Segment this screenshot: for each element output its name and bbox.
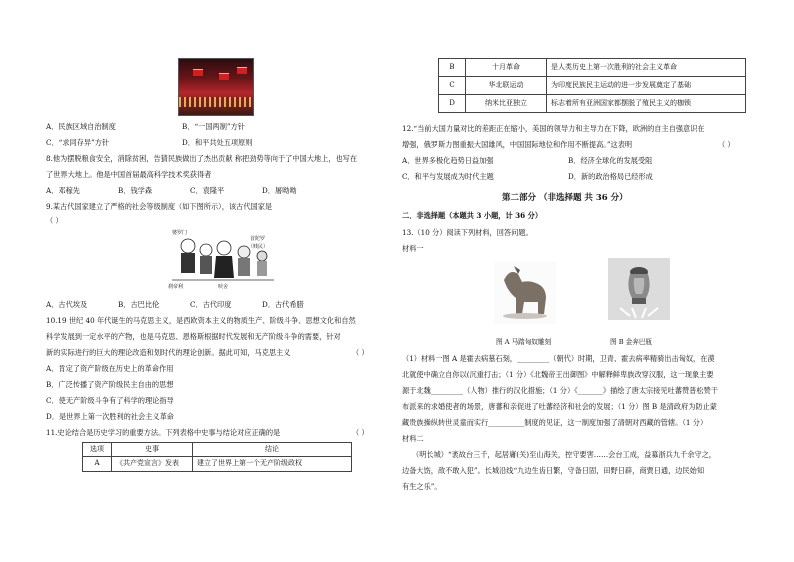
table-cell-conclusion: 是人类历史上第一次胜利的社会主义革命 bbox=[547, 59, 746, 77]
table-header-row bbox=[83, 443, 352, 457]
part2-title: 第二部分 （非选择题 共 36 分） bbox=[502, 193, 628, 203]
q8-option-a: A．邓稼先 bbox=[46, 186, 80, 195]
table-cell-event: 华北联运动 bbox=[466, 77, 547, 95]
q13-stem: 13.（10 分）阅读下列材料，回答问题。 bbox=[402, 228, 533, 237]
table-cell-conclusion: 标志着所有亚洲国家都摆脱了殖民主义的枷锁 bbox=[547, 95, 746, 113]
q7-option-a: A．民族区域自治制度 bbox=[46, 122, 116, 131]
q12-option-d: D．新的政治格局已经形成 bbox=[568, 172, 653, 181]
q12-option-c: C．和平与发展成为时代主题 bbox=[402, 172, 494, 181]
table-row bbox=[439, 59, 746, 77]
caste-label-vaishya: 吠舍 bbox=[218, 284, 229, 290]
caste-hierarchy-cartoon bbox=[166, 226, 278, 290]
q13-para1-line1: （1）材料一图 A 是霍去病墓石刻，_________（朝代）时期，卫青、霍去病率精骑出击匈奴，在漠 bbox=[402, 354, 715, 363]
table-cell-conclusion: 建立了世界上第一个无产阶级政权 bbox=[193, 457, 352, 471]
q13-para1-line3: 源于北魏_________（人物）推行的汉化措施；（1 分）《_______》描绘了唐太宗接见吐蕃赞普松赞干 bbox=[402, 386, 718, 395]
caste-label-shudra: 首陀罗 bbox=[250, 236, 266, 242]
caption-figure-b: 图 B 金奔巴瓶 bbox=[610, 338, 653, 346]
caption-figure-a: 图 A 马踏匈奴雕刻 bbox=[496, 338, 552, 346]
photo-national-day-celebration bbox=[178, 58, 254, 116]
q10-stem-line1: 10.19 世纪 40 年代诞生的马克思主义，是西欧资本主义的物质生产、阶级斗争、思想文化和自然 bbox=[46, 316, 356, 325]
q10-option-a: A．肯定了资产阶级在历史上的革命作用 bbox=[46, 364, 174, 373]
q7-option-b: B．“一国两制”方针 bbox=[182, 122, 245, 131]
table-cell-event: 纳米比亚独立 bbox=[466, 95, 547, 113]
q11-table-part2 bbox=[438, 58, 746, 113]
q13-para1-line5: 藏贵族操纵转世灵童而实行__________制度的见证，这一制度加强了清朝对西藏的管辖。（1 分） bbox=[402, 418, 708, 427]
material2-label: 材料二 bbox=[402, 434, 424, 443]
q13-para1-line4: 布派来的求婚使者的场景，唐蕃和亲促进了吐蕃经济和社会的发展；（1 分）图 B 是清政府为防止蒙 bbox=[402, 402, 717, 411]
q13-para1-line2: 北就使中确立自你以(沉重打击；（1 分）《北魏帝王出御图》中解释鲜卑族改穿汉服，这一现象主要 bbox=[402, 370, 714, 379]
q9-option-a: A．古代埃及 bbox=[46, 300, 88, 309]
caste-label-kshatriya: 刹帝利 bbox=[168, 284, 184, 290]
caste-label-brahmin: 婆罗门 bbox=[172, 230, 188, 236]
q12-answer-blank: （ ） bbox=[718, 140, 735, 149]
q9-option-b: B．古巴比伦 bbox=[118, 300, 160, 309]
q10-stem-line3: 新的实际进行的巨大的理论改造和划时代的理论创新。据此可知，马克思主义 bbox=[46, 348, 291, 357]
q8-option-b: B．钱学森 bbox=[118, 186, 153, 195]
q13-para2-line2: 边备大饬，敌不敢入犯”。长城沿线“九边生齿日繁，守备日固，田野日辟，商贾日通，边民始知 bbox=[402, 466, 705, 475]
q7-option-c: C．“求同存异”方针 bbox=[46, 138, 110, 147]
table-header-conclusion: 结论 bbox=[193, 443, 352, 457]
q10-option-b: B．广泛传播了资产阶级民主自由的思想 bbox=[46, 380, 174, 389]
table-header-event: 史事 bbox=[112, 443, 193, 457]
q9-option-d: D．古代希腊 bbox=[262, 300, 304, 309]
table-row bbox=[439, 95, 746, 113]
material1-label: 材料一 bbox=[402, 244, 424, 253]
table-cell-event: 十月革命 bbox=[466, 59, 547, 77]
q10-stem-line2: 科学发展到一定水平的产物，也是马克思、恩格斯根据时代发展和无产阶级斗争的需要，针对 bbox=[46, 332, 341, 341]
q11-answer-blank: （ ） bbox=[352, 428, 369, 437]
q11-table-part1 bbox=[82, 442, 352, 472]
horse-stone-carving-image bbox=[494, 262, 556, 324]
q12-option-b: B．经济全球化的发展受阻 bbox=[568, 156, 653, 165]
table-cell-event: 《共产党宣言》发表 bbox=[112, 457, 193, 471]
table-cell-option: A bbox=[83, 457, 112, 471]
table-header-option: 选项 bbox=[83, 443, 112, 457]
q10-option-c: C．使无产阶级斗争有了科学的理论指导 bbox=[46, 396, 174, 405]
table-row bbox=[83, 457, 352, 471]
q9-answer-blank: （ ） bbox=[46, 216, 63, 225]
q8-option-d: D．屠呦呦 bbox=[262, 186, 297, 195]
table-row bbox=[439, 77, 746, 95]
q13-para2-line3: 有生之乐”。 bbox=[402, 482, 442, 491]
q8-option-c: C．袁隆平 bbox=[190, 186, 225, 195]
part2-subtitle: 二．非选择题（本题共 3 小题，计 36 分） bbox=[402, 211, 543, 220]
q12-stem-line2: 增强，俄罗斯力图重振大国雄风，中国国际地位和作用不断提高。”这表明 bbox=[402, 140, 633, 149]
q8-stem-line1: 8.他为摆脱粮食安全，消除贫困，告猜民族做出了杰出贡献 称把劲势等向于了中国大地上，也写在 bbox=[46, 154, 358, 163]
q10-option-d: D．是世界上第一次胜利的社会主义革命 bbox=[46, 412, 174, 421]
q13-para2-line1: （明长城）“袤故台三千，起居庸(关)至山海关，控守要害……会台工成，益募浙兵九千余守之， bbox=[412, 450, 716, 459]
table-cell-option: D bbox=[439, 95, 466, 113]
table-cell-option: C bbox=[439, 77, 466, 95]
q11-stem: 11.史论结合是历史学习的重要方法。下列表格中史事与结论对应正确的是 bbox=[46, 428, 281, 437]
q8-stem-line2: 了世界大地上。他是中国首届最高科学技术奖获得者 bbox=[46, 170, 212, 179]
q7-option-d: D．和平共处五项原则 bbox=[182, 138, 253, 147]
table-cell-conclusion: 为印度民族民主运动的进一步发展奠定了基础 bbox=[547, 77, 746, 95]
q9-stem: 9.某古代国家建立了严格的社会等级制度（如下图所示），该古代国家是 bbox=[46, 202, 273, 211]
q9-option-c: C．古代印度 bbox=[190, 300, 232, 309]
golden-urn-image bbox=[608, 258, 670, 320]
q12-option-a: A．世界多极化趋势日益加强 bbox=[402, 156, 494, 165]
q10-answer-blank: （ ） bbox=[352, 348, 369, 357]
caste-label-dalit: （贱民） bbox=[248, 244, 269, 250]
q12-stem-line1: 12.“当前大国力量对比的差距正在缩小，美国的领导力和主导力在下降，欧洲的自主自强意识在 bbox=[402, 124, 705, 133]
table-cell-option: B bbox=[439, 59, 466, 77]
